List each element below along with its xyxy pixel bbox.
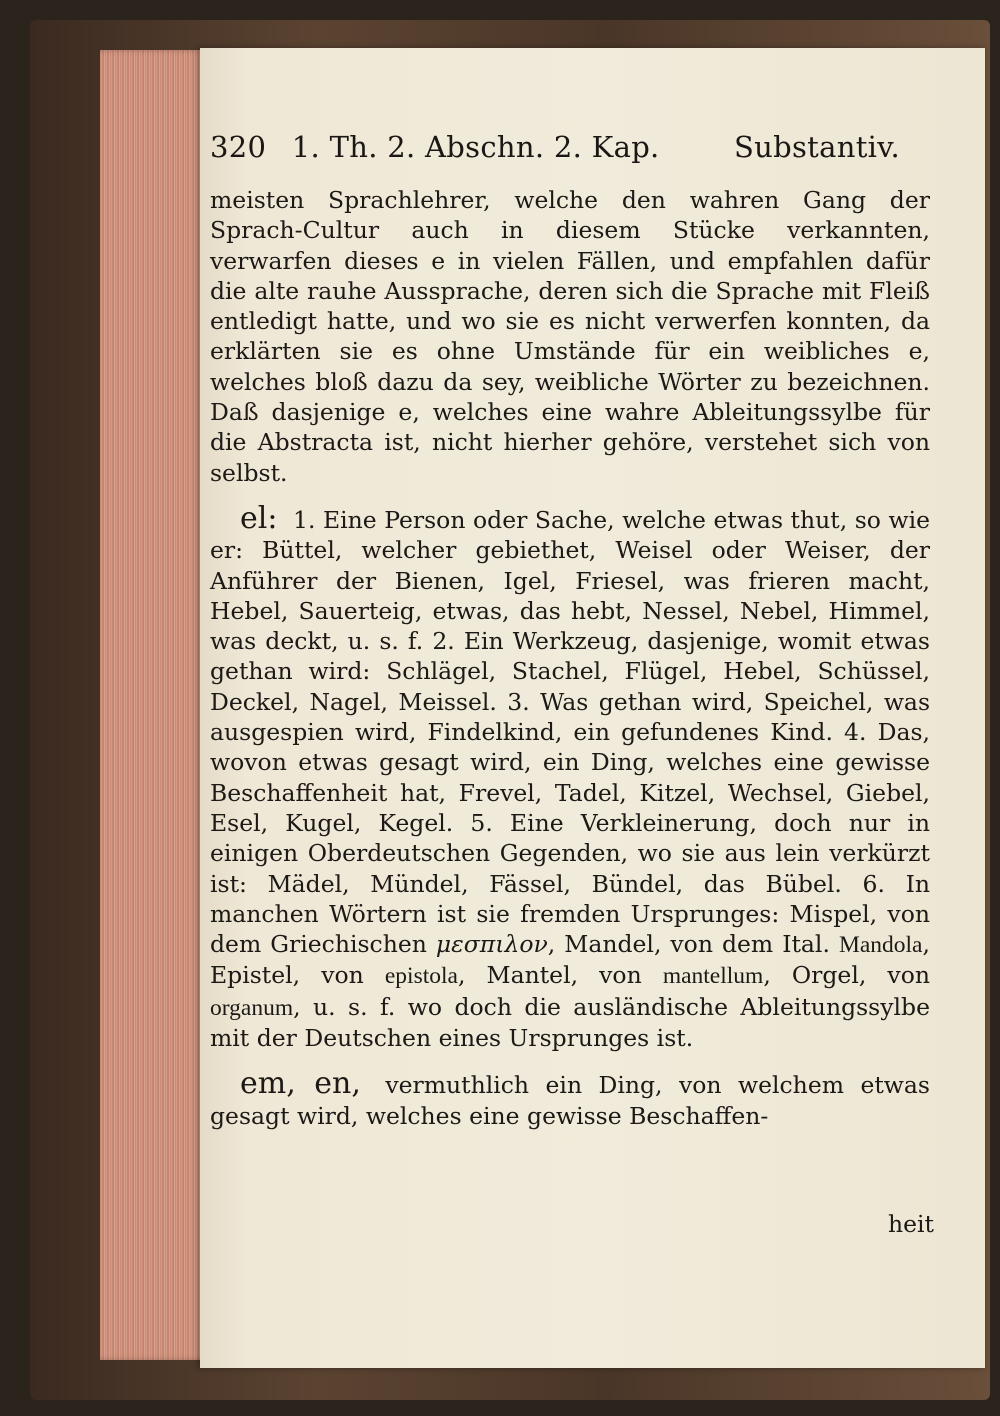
- latin-word: mantellum: [662, 963, 764, 990]
- paragraph-text: meisten Sprachlehrer, welche den wahren Gang der Sprach-Cultur auch in diesem Stücke verkannten, verwarfen dieses e in vielen Fällen, und empfahlen dafür die alte rauhe Aussprache, deren sich die Sprache mit Fleiß entledigt hatte, und wo sie es nicht verwerfen konnten, da erklärten sie es ohne Umstände für ein weibliches e, welches bloß dazu da sey, weibliche Wörter zu bezeichnen. Daß dasjenige e, welches eine wahre Ableitungssylbe für die Abstracta ist, nicht hierher gehöre, verstehet sich von selbst.: [210, 186, 930, 487]
- latin-word: epistola: [384, 963, 458, 990]
- latin-word: organum: [210, 994, 294, 1021]
- page-header: [210, 130, 900, 164]
- paragraph-em-en: [210, 1066, 930, 1131]
- paragraph-continuation: [210, 185, 930, 488]
- paragraph-text: 1. Eine Person oder Sache, welche etwas thut, so wie er: Büttel, welcher gebiethet, Weisel oder Weiser, der Anführer der Bienen, Igel, Friesel, was frieren macht, Hebel, Sauerteig, etwas, das hebt, Nessel, Nebel, Himmel, was deckt, u. s. f. 2. Ein Werkzeug, dasjenige, womit etwas gethan wird: Schlägel, Stachel, Flügel, Hebel, Schüssel, Deckel, Nagel, Meissel. 3. Was gethan wird, Speichel, was ausgespien wird, Findelkind, ein gefundenes Kind. 4. Das, wovon etwas gesagt wird, ein Ding, welches eine gewisse Beschaffenheit hat, Frevel, Tadel, Kitzel, Wechsel, Giebel, Esel, Kugel, Kegel. 5. Eine Verkleinerung, doch nur in einigen Oberdeutschen Gegenden, wo sie aus lein verkürzt ist: Mädel, Mündel, Fässel, Bündel, das Bübel. 6. In manchen Wörtern ist sie fremden Ursprunges: Mispel, von dem Griechischen: [210, 505, 930, 959]
- page-body: [210, 185, 930, 1131]
- paragraph-text: , Mandel, von dem Ital.: [547, 930, 830, 959]
- page-number: 320: [210, 130, 267, 164]
- page-edges: [100, 50, 210, 1360]
- paragraph-el: [210, 500, 930, 1053]
- latin-word: Mandola: [838, 932, 923, 959]
- greek-word: μεσπιλον: [435, 930, 548, 959]
- suffix-heading-el: el:: [240, 500, 278, 536]
- running-topic: Substantiv.: [733, 130, 900, 164]
- paragraph-text: , Mantel, von: [457, 961, 642, 990]
- paragraph-text: , Epistel, von: [210, 930, 930, 990]
- paragraph-text: , Orgel, von: [763, 961, 930, 990]
- paragraph-text: , u. s. f. wo doch die ausländische Ableitungssylbe mit der Deutschen eines Ursprunges ist.: [210, 992, 930, 1053]
- catchword: heit: [888, 1210, 935, 1238]
- suffix-heading-em-en: em, en,: [240, 1066, 361, 1102]
- paragraph-text: vermuthlich ein Ding, von welchem etwas gesagt wird, welches eine gewisse Beschaffen-: [210, 1071, 930, 1130]
- running-head: 1. Th. 2. Abschn. 2. Kap.: [291, 130, 660, 164]
